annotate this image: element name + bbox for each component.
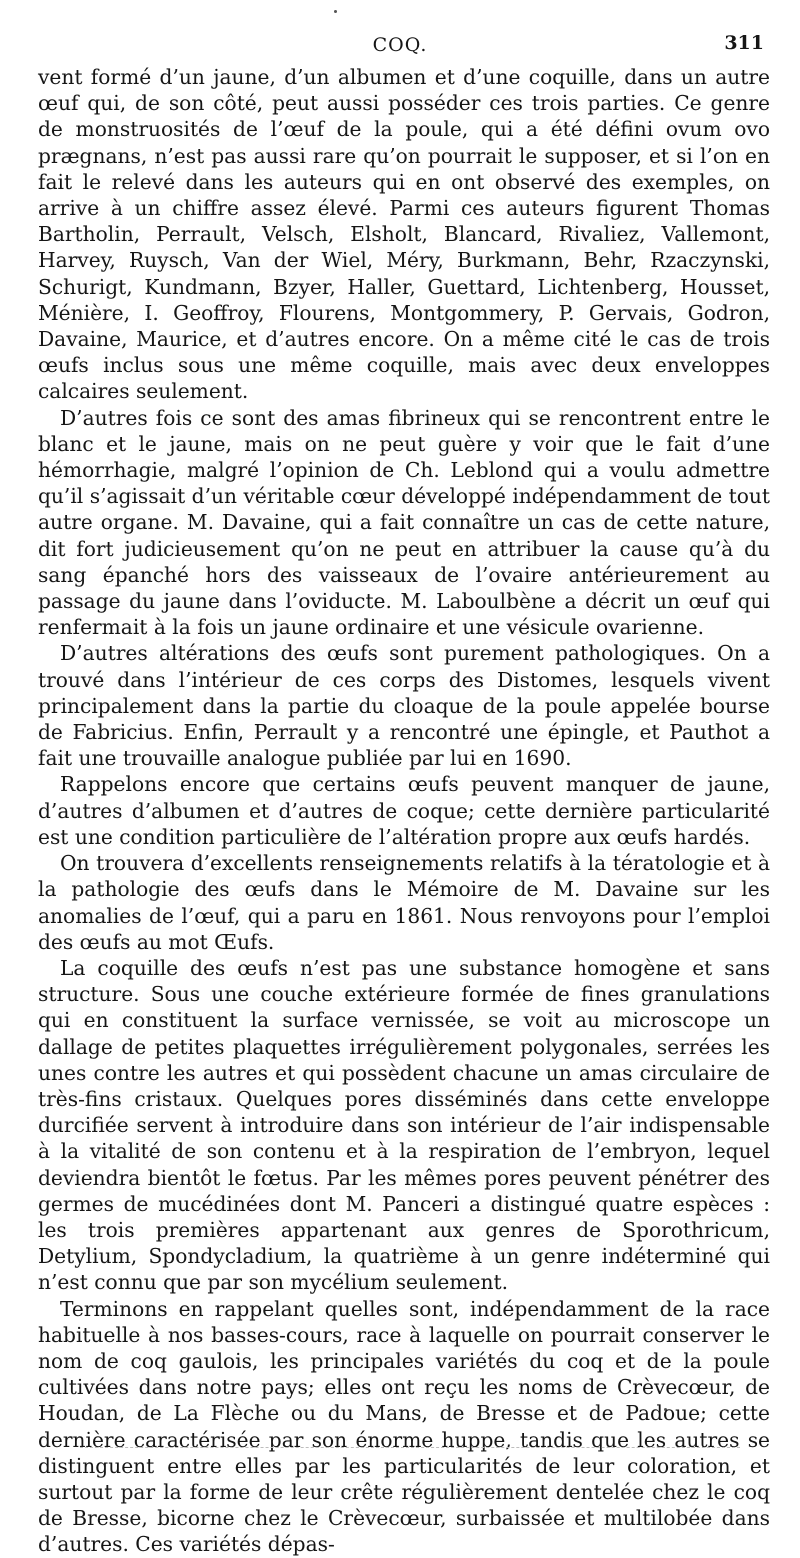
running-head <box>0 30 800 60</box>
bottom-rule <box>80 1447 740 1448</box>
paragraph: On trouvera d’excellents renseignements relatifs à la tératologie et à la pathologie des œufs dans le Mémoire de M. Davaine sur les anomalies de l’œuf, qui a paru en 1861. Nous renvoyons pour l’emploi des œufs au mot Œufs. <box>38 851 770 954</box>
print-speck <box>334 10 337 13</box>
paragraph: Rappelons encore que certains œufs peuvent manquer de jaune, d’autres d’albumen et d’autres de coque; cette dernière particularité est une condition particulière de l’altération propre aux œufs hardés. <box>38 772 770 849</box>
paragraph: La coquille des œufs n’est pas une substance homogène et sans structure. Sous une couche extérieure formée de fines granulations qui en constituent la surface vernissée, se voit au microscope un dallage de petites plaquettes irrégulièrement polygonales, serrées les unes contre les autres et qui possèdent chacune un amas circulaire de très-fins cristaux. Quelques pores disséminés dans cette enveloppe durcifiée servent à introduire dans son intérieur de l’air indispensable à la vitalité de son contenu et à la respiration de l’embryon, lequel deviendra bientôt le fœtus. Par les mêmes pores peuvent pénétrer des germes de mucédinées dont M. Panceri a distingué quatre espèces : les trois premières appartenant aux genres de Sporothricum, Detylium, Spondycladium, la quatrième à un genre indéterminé qui n’est connu que par son mycélium seulement. <box>38 955 770 1295</box>
running-title: COQ. <box>372 34 428 56</box>
paragraph: vent formé d’un jaune, d’un albumen et d’une coquille, dans un autre œuf qui, de son côté, peut aussi posséder ces trois parties. Ce genre de monstruosités de l’œuf de la poule, qui a été défini ovum ovo prægnans, n’est pas aussi rare qu’on pourrait le supposer, et si l’on en fait le relevé dans les auteurs qui en ont observé des exemples, on arrive à un chiffre assez élevé. Parmi ces auteurs figurent Thomas Bartholin, Perrault, Velsch, Elsholt, Blancard, Rivaliez, Vallemont, Harvey, Ruysch, Van der Wiel, Méry, Burkmann, Behr, Rzaczynski, Schurigt, Kundmann, Bzyer, Haller, Guettard, Lichtenberg, Housset, Ménière, I. Geoffroy, Flourens, Montgommery, P. Gervais, Godron, Davaine, Maurice, et d’autres encore. On a même cité le cas de trois œufs inclus sous une même coquille, mais avec deux enveloppes calcaires seulement. <box>38 65 770 404</box>
paragraph: Terminons en rappelant quelles sont, indépendamment de la race habituelle à nos basses-cours, race à laquelle on pourrait conserver le nom de coq gaulois, les principales variétés du coq et de la poule cultivées dans notre pays; elles ont reçu les noms de Crèvecœur, de Houdan, de La Flèche ou du Mans, de Bresse et de Padoue; cette dernière caractérisée par son énorme huppe, tandis que les autres se distinguent entre elles par les particularités de leur coloration, et surtout par la forme de leur crête régulièrement dentelée chez le coq de Bresse, bicorne chez le Crèvecœur, surbaissée et multilobée dans d’autres. Ces variétés dépas- <box>38 1296 770 1557</box>
page-number: 311 <box>724 32 764 54</box>
paragraph: D’autres altérations des œufs sont purement pathologiques. On a trouvé dans l’intérieur de ces corps des Distomes, lesquels vivent principalement dans la partie du cloaque de la poule appelée bourse de Fabricius. Enfin, Perrault y a rencontré une épingle, et Pauthot a fait une trouvaille analogue publiée par lui en 1690. <box>38 641 770 771</box>
paragraph: D’autres fois ce sont des amas fibrineux qui se rencontrent entre le blanc et le jaune, mais on ne peut guère y voir que le fait d’une hémorrhagie, malgré l’opinion de Ch. Leblond qui a voulu admettre qu’il s’agissait d’un véritable cœur développé indépendamment de tout autre organe. M. Davaine, qui a fait connaître un cas de cette nature, dit fort judicieusement qu’on ne peut en attribuer la cause qu’à du sang épanché hors des vaisseaux de l’ovaire antérieurement au passage du jaune dans l’oviducte. M. Laboulbène a décrit un œuf qui renfermait à la fois un jaune ordinaire et une vésicule ovarienne. <box>38 405 770 640</box>
body-text <box>38 64 770 1558</box>
